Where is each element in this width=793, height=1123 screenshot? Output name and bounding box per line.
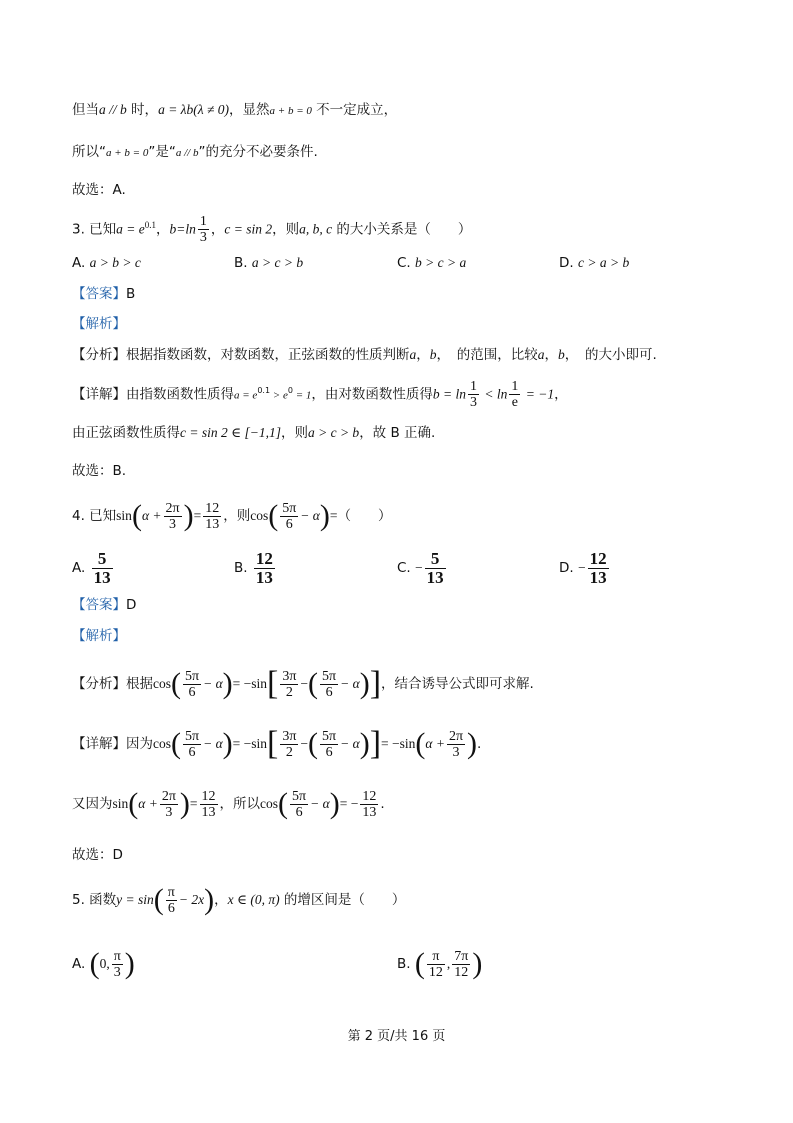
math: a = e	[116, 221, 145, 237]
option-c: C. b > c > a	[397, 255, 467, 271]
option-b: B. ( $\frac{\pi}{12}$ , $\frac{7\pi}{12}$ )	[397, 947, 483, 980]
analysis-line: 【分析】根据指数函数，对数函数，正弦函数的性质判断a，b， 的范围，比较a，b， 的大小即可.	[72, 347, 657, 363]
answer-line: 【答案】D	[72, 597, 137, 613]
text: ”的充分不必要条件.	[198, 144, 318, 160]
math: b=ln	[169, 221, 196, 237]
math: a // b	[175, 147, 199, 159]
question-3-stem	[72, 208, 471, 247]
math: a // b	[99, 102, 127, 117]
choice-line: 故选：A.	[72, 182, 126, 198]
analysis-tag: 【解析】	[72, 628, 126, 644]
detail-line: 【详解】因为cos( $\frac{5\pi}{6}$ − α)= −sin[ $\frac{3\pi}{2}$ −( $\frac{5\pi}{6}$ − α)]= −sin(α + $\frac{2\pi}{3}$ ).	[72, 725, 482, 762]
text: 时，	[126, 102, 159, 118]
text: ”是“	[148, 144, 176, 160]
text: ，显然	[229, 102, 270, 118]
detail-line: 【详解】由指数函数性质得$a = e^{0.1} > e^0 = 1$，由对数函数性质得b = ln $\frac{1}{3}$ < ln $\frac{1}{e}$ = −1，	[72, 379, 568, 410]
text: 3. 已知	[72, 221, 117, 238]
math: a + b = 0	[269, 105, 312, 117]
text: ，	[210, 221, 225, 238]
text: ，则	[272, 221, 300, 238]
option-d: D. c > a > b	[559, 255, 630, 271]
text: 的大小关系是（ ）	[332, 221, 472, 238]
text: 所以“	[72, 144, 106, 160]
math: a + b = 0	[106, 147, 149, 159]
math: c = sin 2	[224, 221, 273, 237]
line-2	[72, 142, 318, 163]
option-c: C. − $\frac{5}{13}$	[397, 548, 444, 587]
option-a: A. a > b > c	[72, 255, 141, 271]
text: ，	[156, 221, 170, 238]
question-5-stem: 5. 函数y = sin( $\frac{\pi}{6}$ − 2x)，x ∈ (0, π) 的增区间是（ ）	[72, 883, 406, 916]
fraction: $\frac{1}{3}$	[199, 214, 207, 245]
option-b: B. $\frac{12}{13}$	[234, 548, 273, 587]
option-d: D. − $\frac{12}{13}$	[559, 548, 607, 587]
analysis-line: 【分析】根据cos( $\frac{5\pi}{6}$ − α)= −sin[ $\frac{3\pi}{2}$ −( $\frac{5\pi}{6}$ − α)]，结合诱导公式即可求解.	[72, 665, 534, 702]
option-a: A. $\frac{5}{13}$	[72, 548, 111, 587]
math: 0.1	[144, 220, 157, 230]
choice-line: 故选：D	[72, 847, 123, 863]
choice-line: 故选：B.	[72, 463, 127, 479]
fraction: $\frac{1}{e}$	[511, 379, 519, 410]
text: 不一定成立，	[311, 102, 398, 118]
question-4-stem: 4. 已知sin(α + $\frac{2\pi}{3}$ )= $\frac{12}{13}$ ，则cos( $\frac{5\pi}{6}$ − α)=（ ）	[72, 499, 392, 532]
option-b: B. a > c > b	[234, 255, 304, 271]
page-footer: 第 2 页/共 16 页	[347, 1029, 446, 1044]
text: 但当	[72, 102, 99, 118]
option-a: A. (0, $\frac{\pi}{3}$ )	[72, 947, 135, 980]
math: a = λb(λ ≠ 0)	[158, 102, 230, 117]
math: a, b, c	[299, 221, 333, 237]
line-1	[72, 100, 397, 121]
answer-line: 【答案】B	[72, 286, 136, 302]
fraction: $\frac{1}{3}$	[470, 379, 478, 410]
detail-line-2: 由正弦函数性质得c = sin 2 ∈ [−1,1]，则a > c > b，故 B 正确.	[72, 425, 436, 441]
detail-line-2: 又因为sin(α + $\frac{2\pi}{3}$ )= $\frac{12}{13}$ ，所以cos( $\frac{5\pi}{6}$ − α)= − $\frac{12}{13}$ .	[72, 787, 385, 820]
analysis-tag: 【解析】	[72, 316, 126, 332]
